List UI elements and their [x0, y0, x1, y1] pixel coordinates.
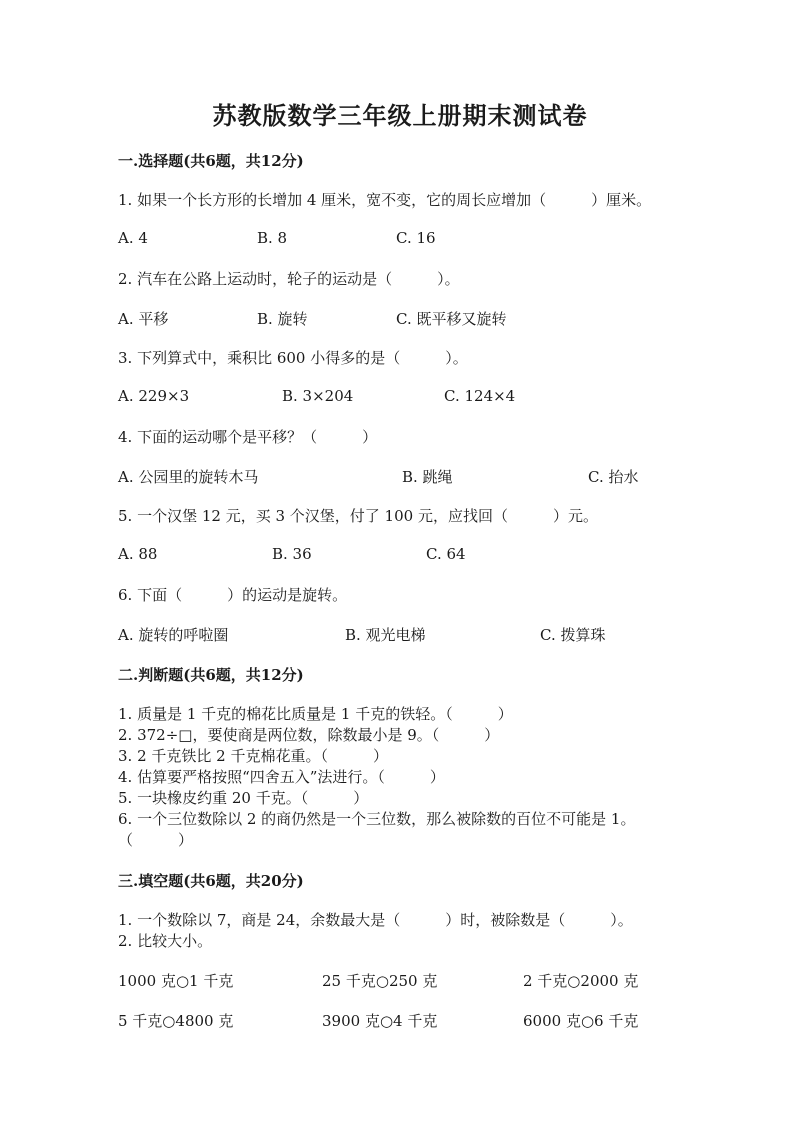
question-1-5: 5. 一个汉堡 12 元，买 3 个汉堡，付了 100 元，应找回（ ）元。: [118, 507, 598, 525]
option-1-6-a: A. 旋转的呼啦圈: [118, 626, 229, 644]
option-1-5-b: B. 36: [272, 545, 312, 563]
question-1-1: 1. 如果一个长方形的长增加 4 厘米，宽不变，它的周长应增加（ ）厘米。: [118, 191, 652, 209]
option-1-2-b: B. 旋转: [257, 310, 308, 328]
option-1-4-b: B. 跳绳: [402, 468, 453, 486]
option-1-6-b: B. 观光电梯: [345, 626, 426, 644]
fill-item-1: 1. 一个数除以 7，商是 24，余数最大是（ ）时，被除数是（ ）。: [118, 911, 633, 929]
option-1-6-c: C. 拨算珠: [540, 626, 606, 644]
exam-title: 苏教版数学三年级上册期末测试卷: [212, 101, 588, 130]
question-1-3: 3. 下列算式中，乘积比 600 小得多的是（ ）。: [118, 349, 468, 367]
section-heading-judgement: 二.判断题(共6题，共12分): [118, 666, 304, 684]
option-1-1-a: A. 4: [118, 229, 148, 247]
question-1-2: 2. 汽车在公路上运动时，轮子的运动是（ ）。: [118, 270, 460, 288]
option-1-4-c: C. 抬水: [588, 468, 639, 486]
option-1-1-c: C. 16: [396, 229, 436, 247]
judgement-item-1: 1. 质量是 1 千克的棉花比质量是 1 千克的铁轻。（ ）: [118, 705, 513, 723]
compare-1-3: 2 千克○2000 克: [523, 972, 639, 990]
judgement-item-6-blank: （ ）: [118, 831, 194, 849]
option-1-1-b: B. 8: [257, 229, 288, 247]
judgement-item-4: 4. 估算要严格按照“四舍五入”法进行。（ ）: [118, 768, 445, 786]
option-1-2-c: C. 既平移又旋转: [396, 310, 507, 328]
option-1-5-c: C. 64: [426, 545, 466, 563]
judgement-item-5: 5. 一块橡皮约重 20 千克。（ ）: [118, 789, 369, 807]
compare-2-1: 5 千克○4800 克: [118, 1012, 234, 1030]
judgement-item-3: 3. 2 千克铁比 2 千克棉花重。（ ）: [118, 747, 388, 765]
option-1-4-a: A. 公园里的旋转木马: [118, 468, 259, 486]
compare-1-2: 25 千克○250 克: [322, 972, 438, 990]
section-heading-choice: 一.选择题(共6题，共12分): [118, 152, 304, 170]
fill-item-2: 2. 比较大小。: [118, 932, 213, 950]
judgement-item-2: 2. 372÷□，要使商是两位数，除数最小是 9。（ ）: [118, 726, 500, 744]
option-1-3-b: B. 3×204: [282, 387, 354, 405]
question-1-4: 4. 下面的运动哪个是平移？（ ）: [118, 428, 378, 446]
compare-2-2: 3900 克○4 千克: [322, 1012, 438, 1030]
compare-2-3: 6000 克○6 千克: [523, 1012, 639, 1030]
option-1-5-a: A. 88: [118, 545, 158, 563]
option-1-2-a: A. 平移: [118, 310, 169, 328]
compare-1-1: 1000 克○1 千克: [118, 972, 234, 990]
option-1-3-a: A. 229×3: [118, 387, 190, 405]
section-heading-fill: 三.填空题(共6题，共20分): [118, 872, 304, 890]
judgement-item-6: 6. 一个三位数除以 2 的商仍然是一个三位数，那么被除数的百位不可能是 1。: [118, 810, 636, 828]
question-1-6: 6. 下面（ ）的运动是旋转。: [118, 586, 348, 604]
option-1-3-c: C. 124×4: [444, 387, 516, 405]
